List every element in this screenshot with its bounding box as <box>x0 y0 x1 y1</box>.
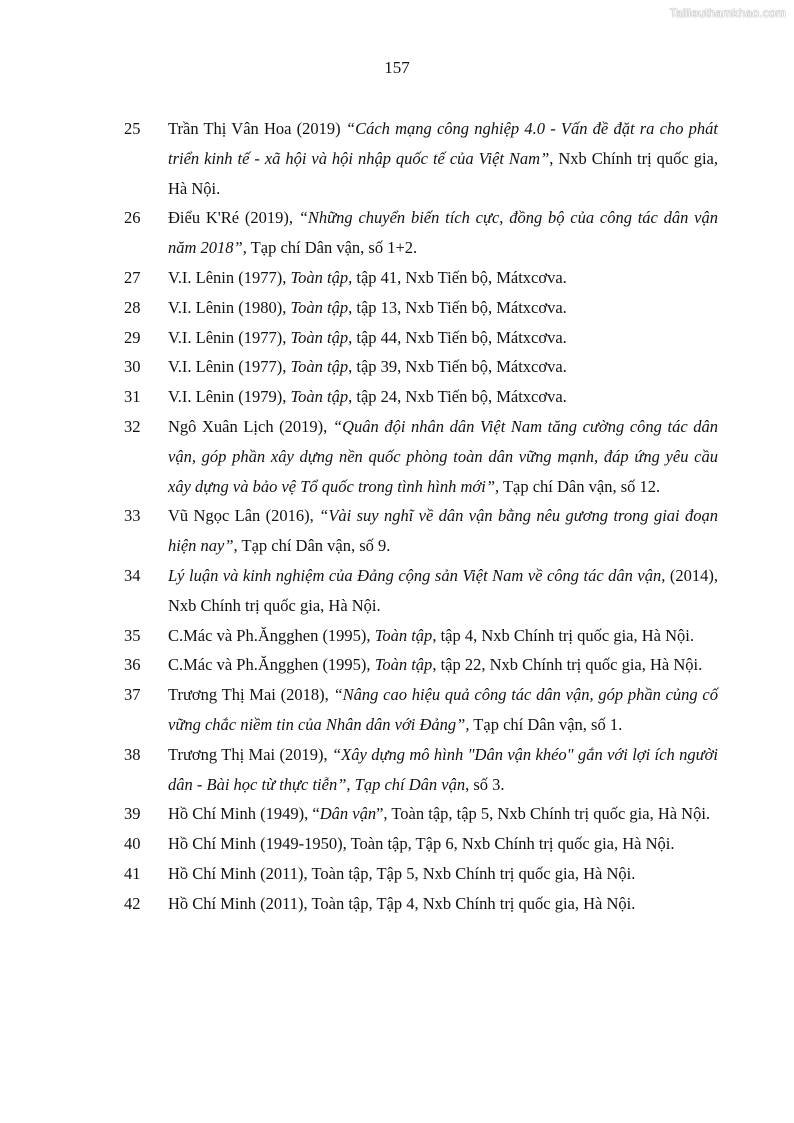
reference-segment: (2014), Nxb Chính trị quốc gia, Hà Nội. <box>168 565 718 615</box>
reference-number: 42 <box>124 893 141 913</box>
reference-text <box>168 114 718 203</box>
reference-segment: Vũ Ngọc Lân (2016), <box>168 506 320 526</box>
reference-number: 39 <box>124 804 141 824</box>
reference-italic-segment: Lý luận và kinh nghiệm của Đảng cộng sản Việt Nam về công tác dân vận, <box>168 565 666 585</box>
reference-text <box>168 501 718 561</box>
reference-segment: V.I. Lênin (1979), <box>168 387 291 407</box>
reference-segment: V.I. Lênin (1977), <box>168 267 291 287</box>
reference-list <box>124 114 718 919</box>
reference-segment: , số 3. <box>465 774 505 794</box>
reference-number: 26 <box>124 208 141 228</box>
reference-item <box>124 323 718 353</box>
reference-italic-segment: “Xây dựng mô hình "Dân vận khéo" gắn với lợi ích người dân - Bài học từ thực tiễn”, Tạp chí Dân vận <box>168 744 718 794</box>
reference-text <box>168 799 718 829</box>
reference-segment: , tập 41, Nxb Tiến bộ, Mátxcơva. <box>348 267 567 287</box>
reference-segment: , tập 39, Nxb Tiến bộ, Mátxcơva. <box>348 357 567 377</box>
reference-text <box>168 263 718 293</box>
reference-text <box>168 859 718 889</box>
reference-segment: , Nxb Chính trị quốc gia, Hà Nội. <box>168 148 718 198</box>
reference-number: 27 <box>124 267 141 287</box>
reference-text <box>168 203 718 263</box>
reference-segment: Hồ Chí Minh (2011), Toàn tập, Tập 5, Nxb Chính trị quốc gia, Hà Nội. <box>168 863 636 883</box>
reference-number: 33 <box>124 506 141 526</box>
reference-segment: , Tạp chí Dân vận, số 1+2. <box>242 238 418 258</box>
reference-text <box>168 561 718 621</box>
watermark: Tailieuthamkhao.com <box>669 6 786 20</box>
reference-text <box>168 352 718 382</box>
reference-text <box>168 412 718 501</box>
reference-item <box>124 203 718 263</box>
reference-number: 32 <box>124 416 141 436</box>
reference-segment: , tập 44, Nxb Tiến bộ, Mátxcơva. <box>348 327 567 347</box>
reference-number: 29 <box>124 327 141 347</box>
reference-italic-segment: Dân vận <box>319 804 377 824</box>
reference-segment: Trần Thị Vân Hoa (2019) <box>168 119 346 138</box>
reference-italic-segment: Toàn tập <box>374 625 433 645</box>
reference-number: 30 <box>124 357 141 377</box>
reference-segment: Trương Thị Mai (2018), <box>168 685 334 705</box>
reference-segment: , Tạp chí Dân vận, số 9. <box>233 536 391 556</box>
reference-number: 40 <box>124 834 141 854</box>
reference-segment: Ngô Xuân Lịch (2019), <box>168 416 333 436</box>
reference-segment: Hồ Chí Minh (1949-1950), Toàn tập, Tập 6, Nxb Chính trị quốc gia, Hà Nội. <box>168 834 675 854</box>
reference-segment: V.I. Lênin (1980), <box>168 297 291 317</box>
reference-item <box>124 501 718 561</box>
reference-text <box>168 680 718 740</box>
reference-segment: Hồ Chí Minh (2011), Toàn tập, Tập 4, Nxb Chính trị quốc gia, Hà Nội. <box>168 893 636 913</box>
reference-italic-segment: “Quân đội nhân dân Việt Nam tăng cường công tác dân vận, góp phần xây dựng nền quốc phòng toàn dân vững mạnh, đáp ứng yêu cầu xây dựng và bảo vệ Tổ quốc trong tình hình mới”, <box>168 416 718 496</box>
reference-segment: V.I. Lênin (1977), <box>168 357 291 377</box>
reference-item <box>124 352 718 382</box>
reference-italic-segment: “Vài suy nghĩ về dân vận bằng nêu gương trong giai đoạn hiện nay” <box>168 506 718 556</box>
reference-item <box>124 799 718 829</box>
reference-text <box>168 829 718 859</box>
page-number: 157 <box>384 58 410 77</box>
reference-segment: Điểu K'Ré (2019), <box>168 208 299 228</box>
reference-item <box>124 412 718 501</box>
reference-text <box>168 740 718 800</box>
reference-italic-segment: “Nâng cao hiệu quả công tác dân vận, góp phần củng cố vững chắc niềm tin của Nhân dân với Đảng”, <box>168 685 718 734</box>
reference-number: 38 <box>124 744 141 764</box>
reference-segment: Trương Thị Mai (2019), <box>168 744 332 764</box>
reference-segment: C.Mác và Ph.Ăngghen (1995), <box>168 625 375 645</box>
reference-segment: , tập 4, Nxb Chính trị quốc gia, Hà Nội. <box>432 625 694 645</box>
reference-segment: ”, Toàn tập, tập 5, Nxb Chính trị quốc gia, Hà Nội. <box>376 804 711 824</box>
reference-italic-segment: Toàn tập <box>290 297 349 317</box>
reference-segment: , tập 24, Nxb Tiến bộ, Mátxcơva. <box>348 387 567 407</box>
reference-item <box>124 114 718 203</box>
reference-item <box>124 293 718 323</box>
reference-item <box>124 889 718 919</box>
reference-italic-segment: “Những chuyển biến tích cực, đồng bộ của công tác dân vận năm 2018” <box>168 208 719 258</box>
reference-item <box>124 859 718 889</box>
reference-text <box>168 889 718 919</box>
reference-segment: , tập 13, Nxb Tiến bộ, Mátxcơva. <box>348 297 567 317</box>
reference-item <box>124 621 718 651</box>
reference-item <box>124 650 718 680</box>
reference-segment: Tạp chí Dân vận, số 12. <box>499 476 661 496</box>
reference-italic-segment: Toàn tập <box>290 387 349 407</box>
reference-number: 31 <box>124 387 141 407</box>
reference-item <box>124 680 718 740</box>
reference-number: 37 <box>124 685 141 705</box>
reference-number: 35 <box>124 625 141 645</box>
reference-italic-segment: Toàn tập <box>290 357 349 377</box>
reference-number: 28 <box>124 297 141 317</box>
reference-segment: , tập 22, Nxb Chính trị quốc gia, Hà Nội. <box>432 655 703 675</box>
reference-item <box>124 263 718 293</box>
reference-text <box>168 382 718 412</box>
reference-number: 41 <box>124 863 141 883</box>
reference-item <box>124 740 718 800</box>
reference-italic-segment: “Cách mạng công nghiệp 4.0 - Vấn đề đặt ra cho phát triển kinh tế - xã hội và hội nhập quốc tế của Việt Nam” <box>168 119 718 168</box>
reference-text <box>168 323 718 353</box>
reference-text <box>168 650 718 680</box>
reference-item <box>124 561 718 621</box>
reference-segment: V.I. Lênin (1977), <box>168 327 291 347</box>
reference-italic-segment: Toàn tập <box>374 655 433 675</box>
reference-text <box>168 621 718 651</box>
reference-text <box>168 293 718 323</box>
reference-number: 36 <box>124 655 141 675</box>
reference-segment: Hồ Chí Minh (1949), “ <box>168 804 320 824</box>
reference-number: 25 <box>124 119 141 138</box>
reference-number: 34 <box>124 565 141 585</box>
reference-segment: Tạp chí Dân vận, số 1. <box>469 714 623 734</box>
reference-italic-segment: Toàn tập <box>290 327 349 347</box>
reference-item <box>124 829 718 859</box>
reference-italic-segment: Toàn tập <box>290 267 349 287</box>
reference-item <box>124 382 718 412</box>
reference-segment: C.Mác và Ph.Ăngghen (1995), <box>168 655 375 675</box>
